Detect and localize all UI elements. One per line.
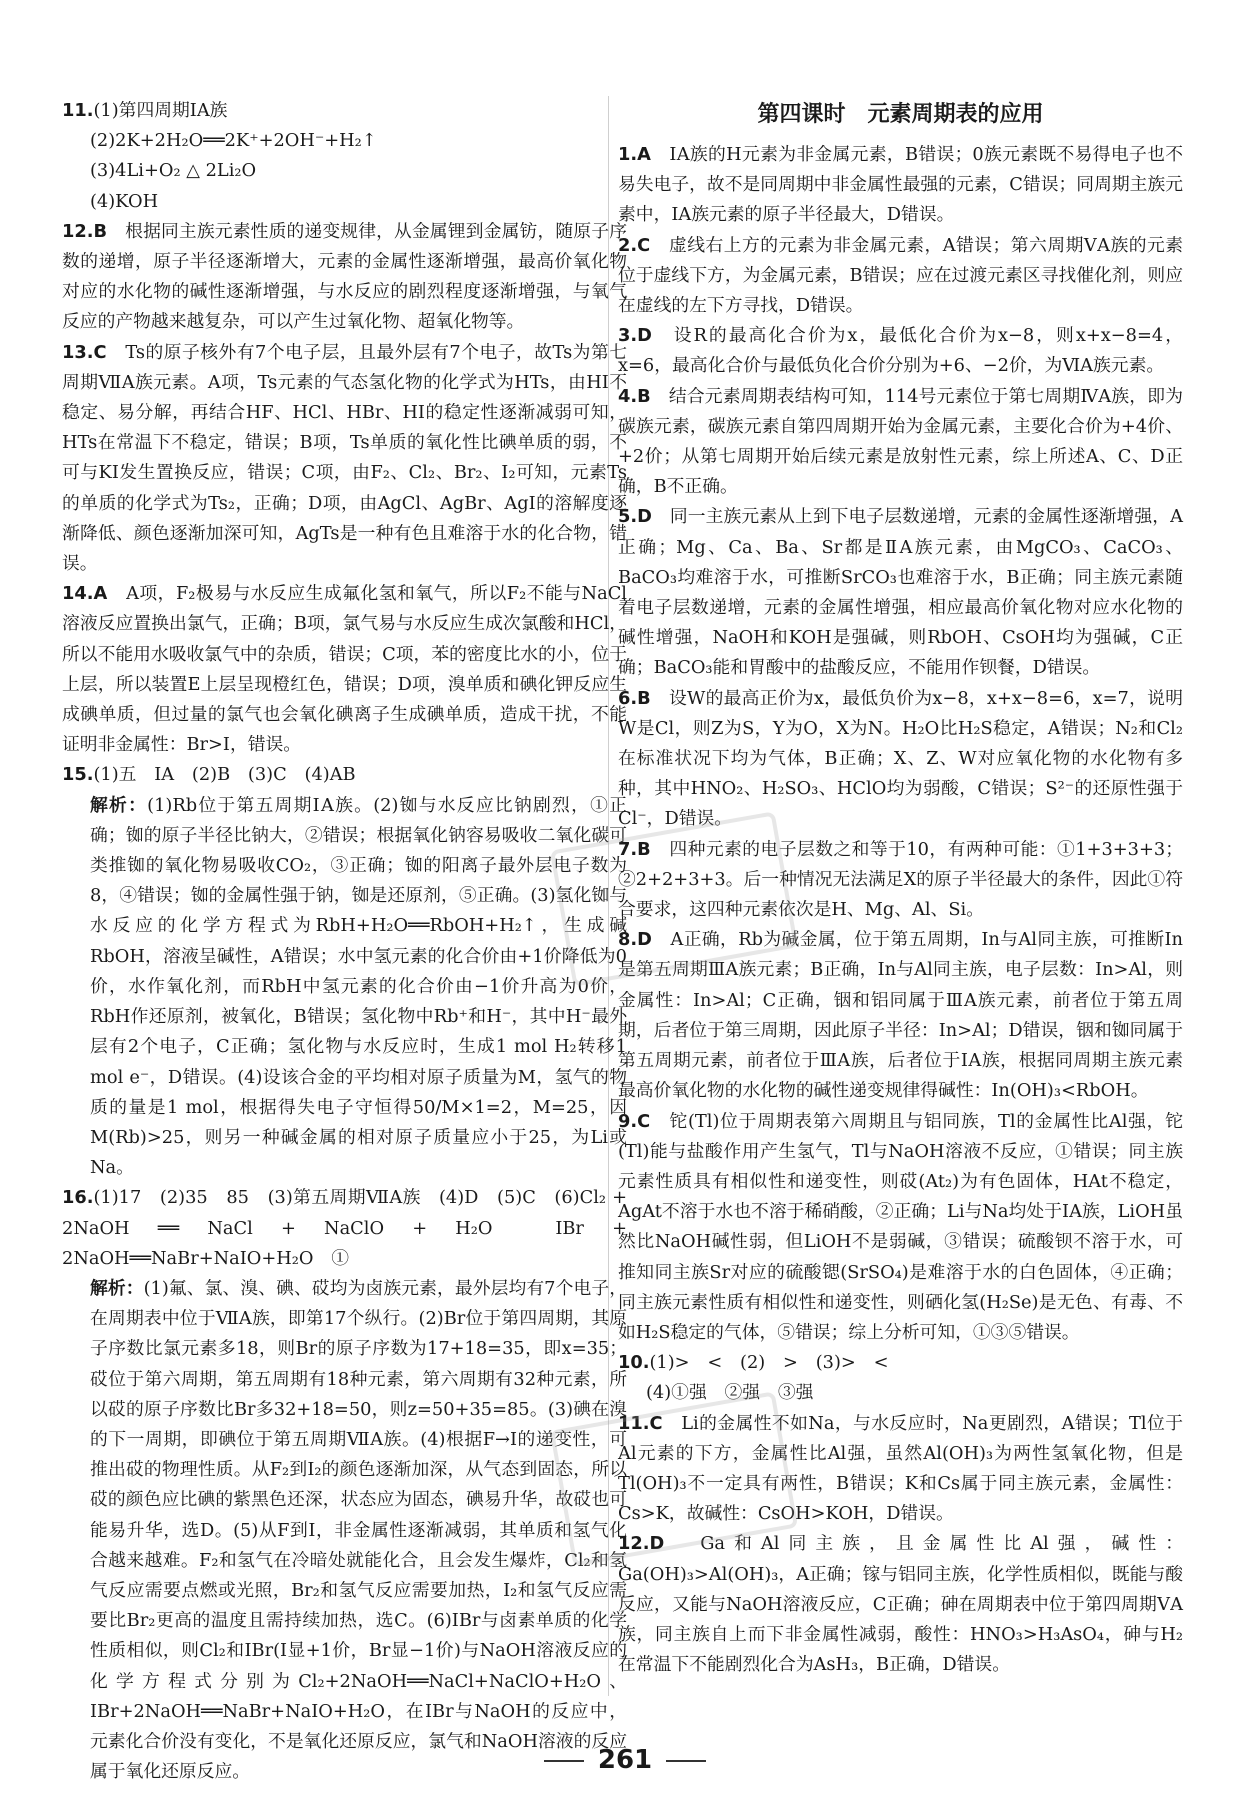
answer-choice: D (637, 929, 652, 951)
analysis-label: 解析： (90, 1277, 144, 1299)
answer-item (62, 96, 627, 126)
answer-text: (2)2K+2H₂O══2K⁺+2OH⁻+H₂↑ (90, 130, 377, 152)
answer-text: 铊(Tl)位于周期表第六周期且与铝同族，Tl的金属性比Al强，铊(Tl)能与盐酸作用产生氢气，Tl与NaOH溶液不反应，①错误；同主族元素性质具有相似性和递变性，则砹(At₂)为有色固体，HAt不稳定，AgAt不溶于水也不溶于稀硝酸，②正确；Li与Na均处于ⅠA族，LiOH虽然比NaOH碱性弱，但LiOH不是弱碱，③错误；硫酸钡不溶于水，可推知同主族Sr对应的硫酸锶(SrSO₄)是难溶于水的白色固体，④正确；同主族元素性质有相似性和递变性，则硒化氢(H₂Se)是无色、有毒、不如H₂S稳定的气体，⑤错误；综上分析可知，①③⑤错误。 (618, 1110, 1183, 1343)
answer-item (62, 126, 627, 156)
answer-text: 虚线右上方的元素为非金属元素，A错误；第六周期ⅤA族的元素位于虚线下方，为金属元素，B错误；应在过渡元素区寻找催化剂，则应在虚线的左下方寻找，D错误。 (618, 234, 1183, 317)
answer-item (62, 187, 627, 217)
left-column (62, 96, 627, 1787)
answer-text: 设W的最高正价为x，最低负价为x−8，x+x−8=6，x=7，说明W是Cl，则Z为S，Y为O，X为N。H₂O比H₂S稳定，A错误；N₂和Cl₂在标准状况下均为气体，B正确；X、Z、W对应氧化物的水化物有多种，其中HNO₂、H₂SO₃、HClO均为弱酸，C错误；S²⁻的还原性强于Cl⁻，D错误。 (618, 687, 1183, 830)
answer-item (618, 1348, 1183, 1378)
item-number: 6. (618, 687, 638, 709)
answer-item (618, 321, 1183, 381)
answer-text: (1)第四周期ⅠA族 (93, 100, 228, 121)
item-number: 1. (618, 144, 638, 165)
answer-text: 设R的最高化合价为x，最低化合价为x−8，则x+x−8=4，x=6，最高化合价与最低负化合价分别为+6、−2价，为ⅥA族元素。 (618, 325, 1183, 377)
answer-item (62, 338, 627, 580)
answer-text: 同一主族元素从上到下电子层数递增，元素的金属性逐渐增强，A正确；Mg、Ca、Ba、Sr都是ⅡA族元素，由MgCO₃、CaCO₃、BaCO₃均难溶于水，可推断SrCO₃也难溶于水，B正确；同主族元素随着电子层数递增，元素的金属性增强，相应最高价氧化物对应水化物的碱性增强，NaOH和KOH是强碱，则RbOH、CsOH均为强碱，C正确；BaCO₃能和胃酸中的盐酸反应，不能用作钡餐，D错误。 (618, 506, 1183, 679)
item-number: 15. (62, 764, 94, 786)
answer-item (618, 140, 1183, 231)
item-number: 7. (618, 838, 638, 860)
item-number: 16. (62, 1187, 94, 1209)
answer-item (62, 1183, 627, 1274)
answer-item (618, 1107, 1183, 1349)
answer-choice: C (93, 341, 107, 363)
section-title: 第四课时 元素周期表的应用 (757, 102, 1044, 127)
answer-text: Ts的原子核外有7个电子层，且最外层有7个电子，故Ts为第七周期ⅦA族元素。A项，Ts元素的气态氢化物的化学式为HTs，由HI不稳定、易分解，再结合HF、HCl、HBr、HI的稳定性逐渐减弱可知，HTs在常温下不稳定，错误；B项，Ts单质的氧化性比碘单质的弱，不可与KI发生置换反应，错误；C项，由F₂、Cl₂、Br₂、I₂可知，元素Ts的单质的化学式为Ts₂，正确；D项，由AgCl、AgBr、AgI的溶解度逐渐降低、颜色逐渐加深可知，AgTs是一种有色且难溶于水的化合物，错误。 (62, 341, 627, 575)
item-number: 5. (618, 506, 638, 528)
item-number: 10. (618, 1352, 650, 1374)
answer-item (62, 156, 627, 186)
answer-text: (1)17 (2)35 85 (3)第五周期ⅦA族 (4)D (5)C (6)Cl₂ + 2NaOH ══ NaCl + NaClO + H₂O IBr + 2NaOH══NaBr+NaIO+H₂O ① (62, 1187, 627, 1269)
answer-text: (1)> < (2) > (3)> < (649, 1352, 889, 1374)
item-number: 3. (618, 325, 638, 347)
answer-item (618, 502, 1183, 683)
answer-choice: B (637, 838, 651, 860)
answer-item (618, 1529, 1183, 1680)
answer-item (618, 382, 1183, 503)
answer-item (62, 1274, 627, 1787)
answer-choice: C (637, 234, 651, 256)
answer-text: (1)氟、氯、溴、碘、砹均为卤族元素，最外层均有7个电子，在周期表中位于ⅦA族，即第17个纵行。(2)Br位于第四周期，其原子序数比氯元素多18，则Br的原子序数为17+18=35，即x=35；砹位于第六周期，第五周期有18种元素，第六周期有32种元素，所以砹的原子序数比Br多32+18=50，则z=50+35=85。(3)碘在溴的下一周期，即碘位于第五周期ⅦA族。(4)根据F→I的递变性，可推出砹的物理性质。从F₂到I₂的颜色逐渐加深，从气态到固态，所以砹的颜色应比碘的紫黑色还深，状态应为固态，碘易升华，故砹也可能易升华，选D。(5)从F到I，非金属性逐渐减弱，其单质和氢气化合越来越难。F₂和氢气在冷暗处就能化合，且会发生爆炸，Cl₂和氢气反应需要点燃或光照，Br₂和氢气反应需要加热，I₂和氢气反应需要比Br₂更高的温度且需持续加热，选C。(6)IBr与卤素单质的化学性质相似，则Cl₂和IBr(I显+1价，Br显−1价)与NaOH溶液反应的化学方程式分别为Cl₂+2NaOH══NaCl+NaClO+H₂O、IBr+2NaOH══NaBr+NaIO+H₂O，在IBr与NaOH的反应中，元素化合价没有变化，不是氧化还原反应，氯气和NaOH溶液的反应属于氧化还原反应。 (90, 1277, 627, 1783)
answer-text: (1)Rb位于第五周期ⅠA族。(2)铷与水反应比钠剧烈，①正确；铷的原子半径比钠大，②错误；根据氧化钠容易吸收二氧化碳可类推铷的氧化物易吸收CO₂，③正确；铷的阳离子最外层电子数为8，④错误；铷的金属性强于钠，铷是还原剂，⑤正确。(3)氢化铷与水反应的化学方程式为RbH+H₂O══RbOH+H₂↑，生成碱RbOH，溶液呈碱性，A错误；水中氢元素的化合价由+1价降低为0价，水作氧化剂，而RbH中氢元素的化合价由−1价升高为0价，RbH作还原剂，被氧化，B错误；氢化物中Rb⁺和H⁻，其中H⁻最外层有2个电子，C正确；氢化物与水反应时，生成1 mol H₂转移1 mol e⁻，D错误。(4)设该合金的平均相对原子质量为M，氢气的物质的量是1 mol，根据得失电子守恒得50/M×1=2，M=25，因M(Rb)>25，则另一种碱金属的相对原子质量应小于25，为Li或Na。 (90, 794, 627, 1179)
answer-choice: C (637, 1110, 651, 1132)
answer-choice: A (93, 583, 108, 605)
answer-item (62, 217, 627, 338)
analysis-label: 解析： (90, 794, 148, 816)
answer-text: 四种元素的电子层数之和等于10，有两种可能：①1+3+3+3；②2+2+3+3。后一种情况无法满足X的原子半径最大的条件，因此①符合要求，这四种元素依次是H、Mg、Al、Si。 (618, 838, 1183, 921)
answer-text: 结合元素周期表结构可知，114号元素位于第七周期ⅣA族，即为碳族元素，碳族元素自第四周期开始为金属元素，主要化合价为+4价、+2价；从第七周期开始后续元素是放射性元素，综上所述A、C、D正确，B不正确。 (618, 385, 1183, 498)
answer-text: A正确，Rb为碱金属，位于第五周期，In与Al同主族，可推断In是第五周期ⅢA族元素；B正确，In与Al同主族，电子层数：In>Al，则金属性：In>Al；C正确，铟和铝同属于ⅢA族元素，前者位于第五周期，后者位于第三周期，因此原子半径：In>Al；D错误，铟和铷同属于第五周期元素，前者位于ⅢA族，后者位于ⅠA族，根据同周期主族元素最高价氧化物的水化物的碱性递变规律得碱性：In(OH)₃<RbOH。 (618, 929, 1183, 1102)
answer-choice: A (637, 144, 651, 165)
answer-text: (4)①强 ②强 ③强 (646, 1382, 814, 1404)
item-number: 11. (618, 1412, 650, 1434)
answer-choice: D (649, 1533, 665, 1555)
answer-item (618, 684, 1183, 835)
answer-choice: B (93, 220, 108, 242)
answer-choice: C (649, 1412, 663, 1434)
item-number: 12. (618, 1533, 650, 1555)
page-number (0, 1745, 1250, 1775)
answer-text: (4)KOH (90, 190, 159, 212)
answer-choice: B (637, 385, 651, 407)
answer-text: ⅠA族的H元素为非金属元素，B错误；0族元素既不易得电子也不易失电子，故不是同周期中非金属性最强的元素，C错误；同周期主族元素中，ⅠA族元素的原子半径最大，D错误。 (618, 144, 1183, 226)
item-number: 8. (618, 929, 638, 951)
answer-choice: D (637, 506, 652, 528)
item-number: 4. (618, 385, 638, 407)
answer-choice: B (637, 687, 651, 709)
answer-text: 根据同主族元素性质的递变规律，从金属锂到金属钫，随原子序数的递增，原子半径逐渐增大，元素的金属性逐渐增强，最高价氧化物对应的水化物的碱性逐渐增强，与水反应的剧烈程度逐渐增强，与氧气反应的产物越来越复杂，可以产生过氧化物、超氧化物等。 (62, 220, 627, 333)
item-number: 9. (618, 1110, 638, 1132)
page-number-text: 261 (597, 1745, 653, 1775)
answer-text: Ga和Al同主族，且金属性比Al强，碱性：Ga(OH)₃>Al(OH)₃，A正确；镓与铝同主族，化学性质相似，既能与酸反应，又能与NaOH溶液反应，C正确；砷在周期表中位于第四周期ⅤA族，同主族自上而下非金属性减弱，酸性：HNO₃>H₃AsO₄，砷与H₂在常温下不能剧烈化合为AsH₃，B正确，D错误。 (618, 1533, 1183, 1676)
answer-item (62, 760, 627, 790)
answer-item (618, 231, 1183, 322)
answer-choice: D (637, 325, 652, 347)
item-number: 13. (62, 341, 94, 363)
answer-text: (1)五 ⅠA (2)B (3)C (4)AB (93, 764, 356, 786)
answer-item (62, 579, 627, 760)
item-number: 14. (62, 583, 94, 605)
answer-text: A项，F₂极易与水反应生成氟化氢和氧气，所以F₂不能与NaCl溶液反应置换出氯气，正确；B项，氯气易与水反应生成次氯酸和HCl，所以不能用水吸收氯气中的杂质，错误；C项，苯的密度比水的小，位于上层，所以装置E上层呈现橙红色，错误；D项，溴单质和碘化钾反应生成碘单质，但过量的氯气也会氧化碘离子生成碘单质，造成干扰，不能证明非金属性：Br>I，错误。 (62, 583, 627, 756)
answer-text: Li的金属性不如Na，与水反应时，Na更剧烈，A错误；Tl位于Al元素的下方，金属性比Al强，虽然Al(OH)₃为两性氢氧化物，但是Tl(OH)₃不一定具有两性，B错误；K和Cs属于同主族元素，金属性：Cs>K，故碱性：CsOH>KOH，D错误。 (618, 1412, 1183, 1525)
item-number: 12. (62, 220, 94, 242)
answer-item (62, 791, 627, 1184)
item-number: 2. (618, 234, 638, 256)
answer-text: (3)4Li+O₂ △ 2Li₂O (90, 160, 257, 182)
item-number: 11. (62, 100, 94, 121)
